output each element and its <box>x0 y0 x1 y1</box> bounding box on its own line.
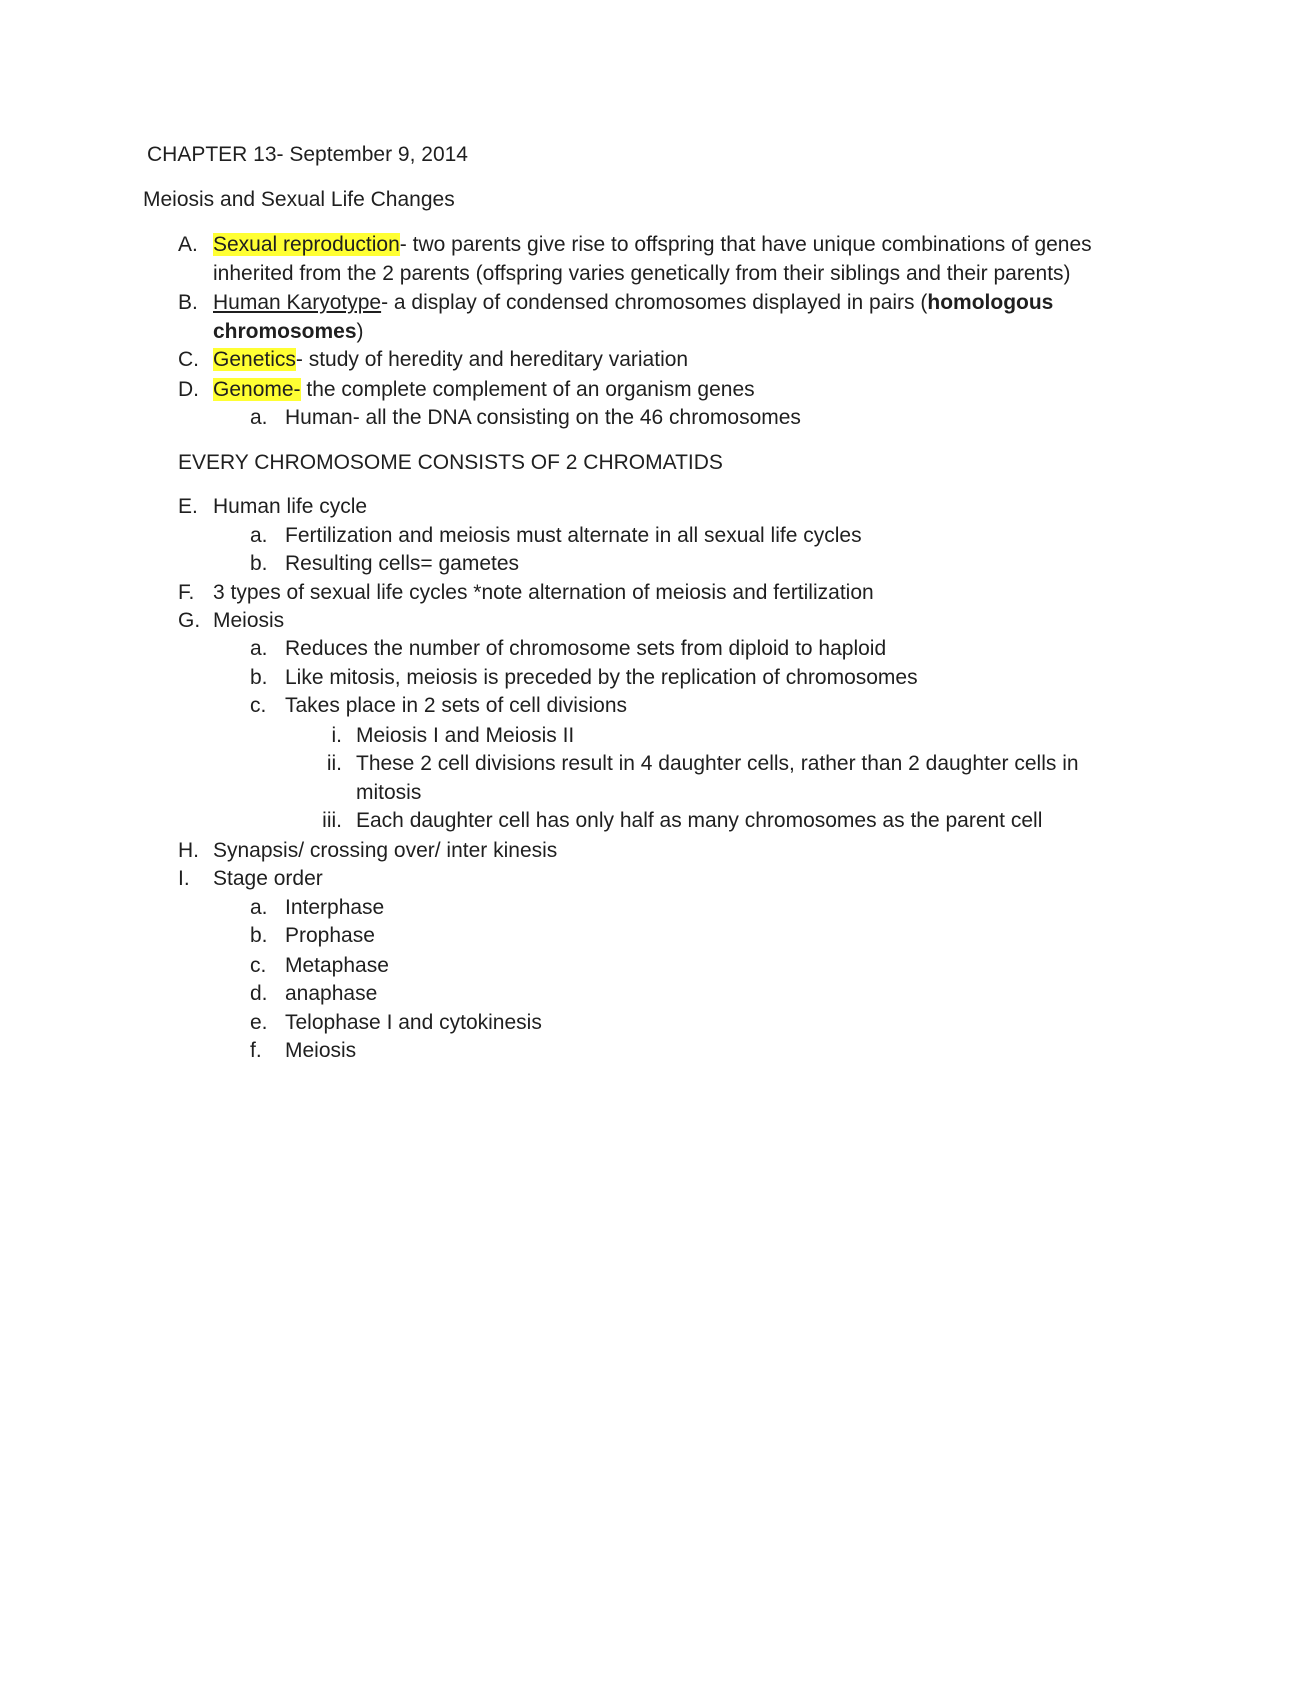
list-item: Like mitosis, meiosis is preceded by the replication of chromosomes <box>285 666 918 689</box>
list-marker: a. <box>250 524 268 547</box>
underlined-term: Human Karyotype <box>213 291 382 314</box>
list-marker: c. <box>250 954 267 977</box>
highlighted-term: Genetics <box>213 348 296 371</box>
list-item: Takes place in 2 sets of cell divisions <box>285 694 627 717</box>
list-marker: E. <box>178 495 198 518</box>
list-marker: f. <box>250 1039 262 1062</box>
list-marker: i. <box>331 724 342 747</box>
list-item: Prophase <box>285 924 375 947</box>
list-marker: b. <box>250 666 268 689</box>
item-text: the complete complement of an organism genes <box>300 378 755 401</box>
list-marker: e. <box>250 1011 268 1034</box>
list-item: Meiosis I and Meiosis II <box>356 724 575 747</box>
list-item: Meiosis <box>285 1039 357 1062</box>
list-marker: D. <box>178 378 199 401</box>
page-title: CHAPTER 13- September 9, 2014 <box>147 143 468 166</box>
item-continuation <box>213 317 364 347</box>
list-item: 3 types of sexual life cycles *note alternation of meiosis and fertilization <box>213 581 874 604</box>
item-continuation: mitosis <box>356 781 422 804</box>
list-marker: I. <box>178 867 190 890</box>
list-item: Synapsis/ crossing over/ inter kinesis <box>213 839 558 862</box>
item-continuation: inherited from the 2 parents (offspring varies genetically from their siblings and their parents) <box>213 262 1071 285</box>
list-item <box>213 288 1053 318</box>
item-text: - study of heredity and hereditary variation <box>295 348 689 371</box>
list-item: Metaphase <box>285 954 389 977</box>
list-item <box>213 230 1092 260</box>
list-marker: ii. <box>326 752 342 775</box>
list-marker: b. <box>250 924 268 947</box>
list-marker: B. <box>178 291 198 314</box>
list-marker: a. <box>250 896 268 919</box>
list-marker: G. <box>178 609 201 632</box>
list-item: Resulting cells= gametes <box>285 552 520 575</box>
list-item: Meiosis <box>213 609 285 632</box>
section-note: EVERY CHROMOSOME CONSISTS OF 2 CHROMATIDS <box>178 451 723 474</box>
list-marker: iii. <box>322 809 342 832</box>
list-marker: d. <box>250 982 268 1005</box>
list-item: Each daughter cell has only half as many chromosomes as the parent cell <box>356 809 1043 832</box>
item-text: - a display of condensed chromosomes displayed in pairs ( <box>381 291 928 314</box>
list-marker: H. <box>178 839 199 862</box>
list-marker: A. <box>178 233 198 256</box>
list-item: Telophase I and cytokinesis <box>285 1011 542 1034</box>
list-item: Human- all the DNA consisting on the 46 chromosomes <box>285 406 801 429</box>
list-item: Reduces the number of chromosome sets from diploid to haploid <box>285 637 887 660</box>
bold-term: chromosomes <box>213 320 357 343</box>
list-item <box>213 345 688 375</box>
list-item: These 2 cell divisions result in 4 daughter cells, rather than 2 daughter cells in <box>356 752 1079 775</box>
list-item: Human life cycle <box>213 495 368 518</box>
page-subtitle: Meiosis and Sexual Life Changes <box>143 188 455 211</box>
list-item: Interphase <box>285 896 385 919</box>
list-marker: a. <box>250 406 268 429</box>
item-text: ) <box>356 320 364 343</box>
list-marker: b. <box>250 552 268 575</box>
highlighted-term: Genome- <box>213 378 301 401</box>
list-item: Fertilization and meiosis must alternate in all sexual life cycles <box>285 524 862 547</box>
list-item: anaphase <box>285 982 378 1005</box>
list-marker: C. <box>178 348 199 371</box>
highlighted-term: Sexual reproduction <box>213 233 400 256</box>
list-marker: a. <box>250 637 268 660</box>
list-item: Stage order <box>213 867 323 890</box>
list-marker: F. <box>178 581 195 604</box>
bold-term: homologous <box>927 291 1054 314</box>
item-text: - two parents give rise to offspring that have unique combinations of genes <box>399 233 1092 256</box>
list-item <box>213 375 755 405</box>
list-marker: c. <box>250 694 267 717</box>
